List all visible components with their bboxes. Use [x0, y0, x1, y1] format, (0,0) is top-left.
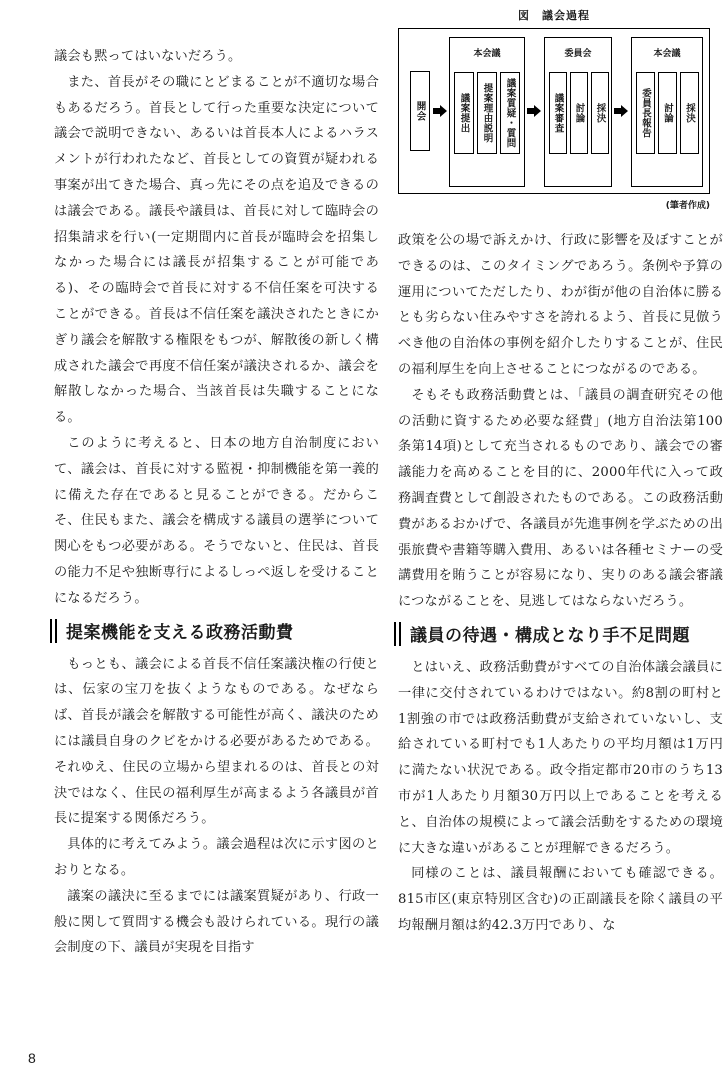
heading-bar-icon [50, 619, 57, 643]
paragraph: 議案の議決に至るまでには議案質疑があり、行政一般に関して質問する機会も設けられている。現行の議会制度の下、議員が実現を目指す [54, 888, 379, 956]
section-heading-text: 提案機能を支える政務活動費 [66, 623, 294, 644]
paragraph: そもそも政務活動費とは、「議員の調査研究その他の活動に資するため必要な経費」(地方自治法第100条第14項)として充当されるものであり、議会での審議能力を高めることを目的に、2000年代に入って政務調査費として創設されたものである。この政務活動費があるおかげで、各議員が先進事例を学ぶための出張旅費や書籍等購入費用、あるいは各種セミナーの受講費用を賄うことが容易になり、実りのある議会審議につながることを、見逃してはならないだろう。 [398, 387, 723, 610]
section-heading [50, 619, 379, 643]
right-column [398, 228, 723, 939]
paragraph: とはいえ、政務活動費がすべての自治体議会議員に一律に交付されているわけではない。約8割の町村と1割強の市では政務活動費が支給されていないし、支給されている町村でも1人あたりの平均月額は1万円に満たない状況である。政令指定都市20市のうち13市が1人あたり月額30万円以上であることを考えると、自治体の規模によって議会活動をするための環境に大きな違いがあることが理解できるだろう。 [398, 659, 723, 856]
figure-box-opening: 開会 [410, 71, 430, 151]
figure-box-discussion-1: 討論 [570, 72, 588, 154]
section-heading-text: 議員の待遇・構成となり手不足問題 [410, 626, 690, 647]
arrow-right-icon [527, 105, 541, 117]
figure-box-vote-2: 採決 [680, 72, 699, 154]
figure-box-bill-review: 議案審査 [549, 72, 567, 154]
arrow-right-icon [614, 105, 628, 117]
heading-bar-icon [394, 622, 401, 646]
page-number: 8 [28, 1050, 36, 1066]
figure-credit: (筆者作成) [665, 201, 710, 211]
figure-title: 図 議会過程 [518, 9, 590, 22]
figure-box-vote-1: 採決 [591, 72, 609, 154]
left-column [54, 44, 379, 961]
figure-box-discussion-2: 討論 [658, 72, 677, 154]
figure-box-committee-report: 委員長報告 [636, 72, 655, 154]
figure-stage-committee: 委員会 議案審査 討論 採決 [544, 37, 612, 187]
figure-stage-plenary-1: 本会議 議案提出 提案理由説明 議案質疑・質問 [449, 37, 525, 187]
figure-box-questions: 議案質疑・質問 [500, 72, 520, 154]
figure-frame [398, 28, 710, 194]
paragraph: 議会も黙ってはいないだろう。 [54, 49, 242, 64]
paragraph: 政策を公の場で訴えかけ、行政に影響を及ぼすことができるのは、このタイミングであろう。条例や予算の運用についてただしたり、わが街が他の自治体に勝るとも劣らない住みやすさを誇れるよう、首長に見倣うべき他の自治体の事例を紹介したりすることが、住民の福利厚生を向上させることにつながるのである。 [398, 233, 723, 377]
arrow-right-icon [433, 105, 447, 117]
figure-box-bill-submission: 議案提出 [454, 72, 474, 154]
paragraph: このように考えると、日本の地方自治制度において、議会は、首長に対する監視・抑制機能を第一義的に備えた存在であると見ることができる。だからこそ、住民もまた、議会を構成する議員の選挙について関心をもつ必要がある。そうでないと、住民は、首長の能力不足や独断専行によるしっぺ返しを受けることになるだろう。 [54, 435, 379, 606]
paragraph: また、首長がその職にとどまることが不適切な場合もあるだろう。首長として行った重要な決定について議会で説明できない、あるいは首長本人によるハラスメントが行われたなど、首長としての資質が疑われる事案が出てきた場合、真っ先にその点を追及できるのは議会である。議長や議員は、首長に対して臨時会の招集請求を行い(一定期間内に首長が臨時会を招集しなかった場合には議長が招集することが可能である)、その臨時会で首長に対する不信任案を可決することができる。首長は不信任案を議決されたときにかぎり議会を解散する権限をもつが、解散後の新しく構成された議会で再度不信任案が議決されるか、議会を解散しなかった場合、当該首長は失職することになる。 [54, 74, 379, 426]
figure-box-proposal-explanation: 提案理由説明 [477, 72, 497, 154]
paragraph: 具体的に考えてみよう。議会過程は次に示す図のとおりとなる。 [54, 837, 379, 878]
figure-stage-plenary-2: 本会議 委員長報告 討論 採決 [631, 37, 703, 187]
paragraph: もっとも、議会による首長不信任案議決権の行使とは、伝家の宝刀を抜くようなものである。なぜならば、首長が議会を解散する可能性が高く、議決のためには議員自身のクビをかける必要があるためである。それゆえ、住民の立場から望まれるのは、首長との対決ではなく、住民の福利厚生が高まるよう各議員が首長に提案する関係だろう。 [54, 656, 379, 827]
section-heading [394, 622, 723, 646]
paragraph: 同様のことは、議員報酬においても確認できる。815市区(東京特別区含む)の正副議長を除く議員の平均報酬月額は約42.3万円であり、な [398, 866, 723, 933]
